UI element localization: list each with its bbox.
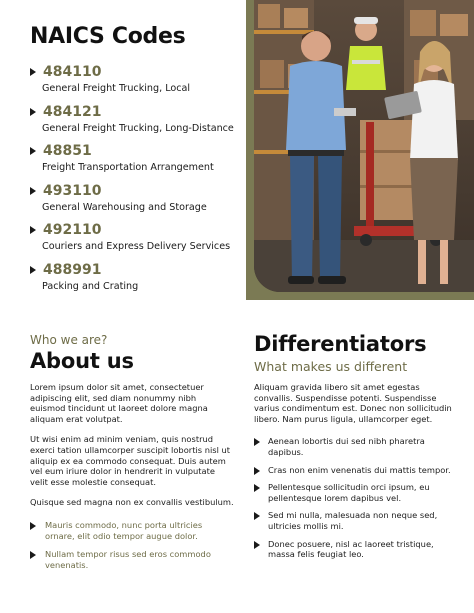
naics-description: General Freight Trucking, Local	[42, 83, 191, 94]
about-bullet-text: Nullam tempor risus sed eros commodo venenatis.	[45, 549, 211, 570]
about-bullet-text: Mauris commodo, nunc porta ultricies ornare, elit odio tempor augue dolor.	[45, 519, 203, 541]
about-bullet-list	[30, 520, 234, 570]
differentiators-bullet-text: Sed mi nulla, malesuada non neque sed, ultricies mollis mi.	[268, 510, 438, 531]
differentiators-bullet	[254, 539, 460, 560]
about-heading: About us	[30, 349, 134, 373]
naics-item	[30, 141, 244, 181]
differentiators-section	[254, 330, 460, 567]
about-bullet	[30, 549, 234, 570]
differentiators-subheading: What makes us different	[254, 359, 408, 374]
about-paragraph: Ut wisi enim ad minim veniam, quis nostrud exerci tation ullamcorper suscipit lobortis nisl ut aliquip ex ea commodo consequat. Duis autem vel eum iriure dolor in hendrerit in vulputate velit esse molestie consequat.	[30, 434, 231, 487]
differentiators-bullet	[254, 482, 460, 503]
bullet-triangle-icon	[30, 551, 36, 559]
differentiators-bullet-list	[254, 436, 460, 559]
naics-code: 488991	[43, 261, 102, 278]
naics-description: General Freight Trucking, Long-Distance	[42, 122, 234, 134]
naics-description: Couriers and Express Delivery Services	[42, 241, 231, 252]
bullet-triangle-icon	[254, 512, 260, 520]
naics-item	[30, 220, 244, 260]
naics-item	[30, 102, 244, 142]
differentiators-bullet-text: Pellentesque sollicitudin orci ipsum, eu pellentesque lorem dapibus vel.	[268, 482, 430, 503]
naics-item	[30, 181, 244, 221]
about-bullet	[30, 520, 234, 541]
naics-list	[30, 62, 244, 299]
bullet-triangle-icon	[254, 438, 260, 446]
naics-description: General Warehousing and Storage	[42, 201, 207, 213]
about-eyebrow: Who we are?	[30, 333, 108, 347]
differentiators-heading: Differentiators	[254, 332, 427, 356]
bullet-triangle-icon	[254, 541, 260, 549]
bullet-triangle-icon	[30, 187, 36, 195]
bullet-triangle-icon	[30, 147, 36, 155]
naics-code: 484121	[43, 103, 102, 120]
differentiators-bullet	[254, 510, 460, 531]
differentiators-bullet-text: Donec posuere, nisl ac laoreet tristique, massa felis feugiat leo.	[268, 538, 434, 560]
naics-title: NAICS Codes	[30, 24, 186, 49]
photo-frame	[246, 0, 474, 300]
bullet-triangle-icon	[30, 108, 36, 116]
bullet-triangle-icon	[254, 467, 260, 475]
naics-description: Freight Transportation Arrangement	[42, 162, 214, 173]
differentiators-bullet	[254, 436, 460, 457]
naics-code: 492110	[43, 222, 102, 238]
about-paragraph: Quisque sed magna non ex convallis vestibulum.	[30, 497, 234, 508]
bullet-triangle-icon	[254, 484, 260, 492]
differentiators-bullet-text: Aenean lobortis dui sed nibh pharetra dapibus.	[268, 436, 425, 457]
differentiators-paragraph: Aliquam gravida libero sit amet egestas convallis. Suspendisse potenti. Suspendisse varius condimentum est. Donec non sollicitudin libero. Nam purus ligula, ullamcorper eget.	[254, 382, 452, 424]
bullet-triangle-icon	[30, 522, 36, 530]
bullet-triangle-icon	[30, 68, 36, 76]
naics-code: 493110	[43, 182, 102, 199]
naics-item	[30, 62, 244, 102]
bullet-triangle-icon	[30, 266, 36, 274]
warehouse-team-photo	[254, 0, 474, 292]
about-paragraph: Lorem ipsum dolor sit amet, consectetuer adipiscing elit, sed diam nonummy nibh euismod tincidunt ut laoreet dolore magna aliquam erat volutpat.	[30, 382, 208, 424]
naics-code: 48851	[43, 143, 92, 159]
naics-description: Packing and Crating	[42, 280, 139, 292]
about-section	[30, 333, 234, 578]
differentiators-bullet	[254, 465, 460, 476]
naics-code: 484110	[43, 64, 102, 80]
differentiators-bullet-text: Cras non enim venenatis dui mattis tempor.	[268, 464, 451, 475]
naics-item	[30, 260, 244, 300]
bullet-triangle-icon	[30, 226, 36, 234]
